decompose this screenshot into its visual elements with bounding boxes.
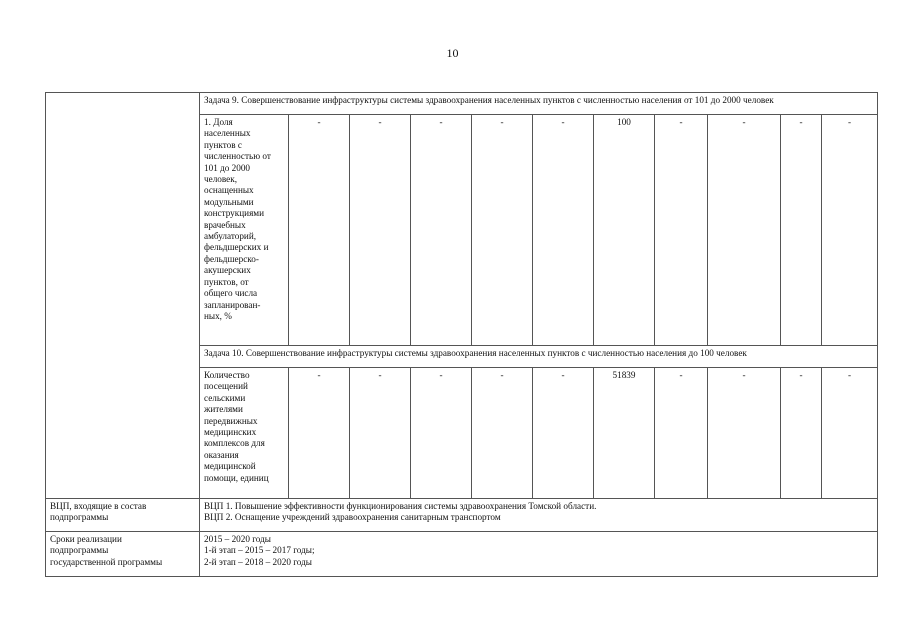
task9-value-3: - <box>411 115 472 346</box>
terms-row <box>46 532 878 577</box>
task10-value-9: - <box>781 368 822 499</box>
task10-value-3: - <box>411 368 472 499</box>
task10-value-10: - <box>822 368 878 499</box>
task9-title: Задача 9. Совершенствование инфраструктуры системы здравоохранения населенных пунктов с численностью населения от 101 до 2000 человек <box>200 93 878 115</box>
terms-text: 2015 – 2020 годы 1-й этап – 2015 – 2017 годы; 2-й этап – 2018 – 2020 годы <box>200 532 878 577</box>
task9-value-5: - <box>533 115 594 346</box>
task10-value-6: 51839 <box>594 368 655 499</box>
task10-value-4: - <box>472 368 533 499</box>
task10-value-8: - <box>708 368 781 499</box>
task10-title: Задача 10. Совершенствование инфраструктуры системы здравоохранения населенных пунктов с численностью населения до 100 человек <box>200 346 878 368</box>
task10-value-7: - <box>655 368 708 499</box>
task9-value-1: - <box>289 115 350 346</box>
vcp-text: ВЦП 1. Повышение эффективности функционирования системы здравоохранения Томской области. ВЦП 2. Оснащение учреждений здравоохранения санитарным транспортом <box>200 499 878 532</box>
task10-value-2: - <box>350 368 411 499</box>
task10-value-5: - <box>533 368 594 499</box>
task9-value-7: - <box>655 115 708 346</box>
task9-value-9: - <box>781 115 822 346</box>
task9-row <box>46 93 878 115</box>
task10-indicator-name: Количество посещений сельскими жителями передвижных медицинских комплексов для оказания медицинской помощи, единиц <box>200 368 289 499</box>
vcp-label: ВЦП, входящие в состав подпрограммы <box>46 499 200 532</box>
left-empty-cell <box>46 93 200 499</box>
task9-value-10: - <box>822 115 878 346</box>
terms-label: Сроки реализации подпрограммы государственной программы <box>46 532 200 577</box>
task9-value-4: - <box>472 115 533 346</box>
task9-indicator-name: 1. Доля населенных пунктов с численностью от 101 до 2000 человек, оснащенных модульными конструкциями врачебных амбулаторий, фельдшерских и фельдшерско- акушерских пунктов, от общего числа запланирован- ных, % <box>200 115 289 346</box>
page-number: 10 <box>446 46 459 60</box>
task10-value-1: - <box>289 368 350 499</box>
task9-value-6: 100 <box>594 115 655 346</box>
task9-value-2: - <box>350 115 411 346</box>
program-table <box>45 92 878 577</box>
task9-value-8: - <box>708 115 781 346</box>
vcp-row <box>46 499 878 532</box>
